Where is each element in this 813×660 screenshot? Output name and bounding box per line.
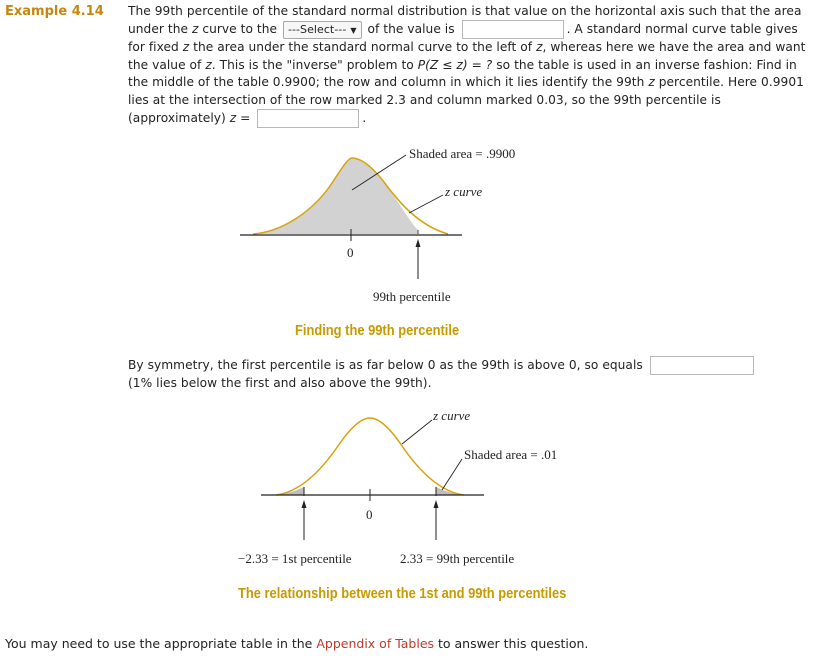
appendix-link[interactable]: Appendix of Tables [316, 636, 435, 651]
text: (1% lies below the first and also above the 99th). [128, 376, 432, 390]
text: of the value is [363, 22, 459, 37]
arrow-head-icon [416, 239, 421, 247]
shaded-region-99 [253, 158, 418, 234]
ninetyninth-percentile-label: 2.33 = 99th percentile [400, 551, 515, 566]
text: . [362, 111, 367, 126]
chevron-down-icon: ▼ [350, 25, 357, 35]
figure2-caption: The relationship between the 1st and 99th percentiles [238, 585, 567, 602]
z-curve-label-2: z curve [433, 408, 471, 423]
leader-curve-1 [409, 195, 443, 213]
var-z: z [182, 40, 190, 55]
shaded-area-label-2: Shaded area = .01 [464, 447, 558, 462]
leader-curve-2 [402, 420, 432, 444]
text: You may need to use the appropriate table in the [5, 636, 317, 651]
var-z: z [648, 75, 655, 90]
var-z: z [536, 40, 543, 55]
arrow-head-icon [434, 500, 439, 508]
text: so the table is used in an inverse fashion: Find in the middle of the table 0.9900; the row and column in which it lies identify the 99th [128, 57, 797, 90]
text: the area under the standard normal curve to the left of [189, 40, 537, 55]
text: The 99th percentile of the standard normal distribution is that value on the horizontal axis such that the area under the [128, 4, 802, 37]
var-z: z [229, 111, 237, 126]
text: to answer this question. [434, 636, 589, 651]
var-z: z [191, 22, 199, 37]
zero-label-1: 0 [347, 245, 354, 260]
text: . This is the "inverse" problem to [211, 57, 418, 72]
footer-note [5, 636, 588, 651]
probability-expression: P(Z ≤ z) = ? [417, 57, 493, 72]
zero-label-2: 0 [366, 507, 373, 522]
text: , whereas here we have the area and want the value of [128, 40, 806, 72]
leader-shaded-2 [442, 459, 462, 490]
arrow-head-icon [302, 500, 307, 508]
first-percentile-label: −2.33 = 1st percentile [238, 551, 352, 566]
var-z: z [205, 57, 212, 72]
normal-curve-2 [276, 418, 464, 495]
z-curve-label-1: z curve [445, 184, 483, 199]
percentile-label-1: 99th percentile [373, 289, 451, 304]
text: percentile. Here 0.9901 lies at the intersection of the row marked 2.3 and column marked 0.03, so the 99th percentile is (approximately) [128, 75, 804, 126]
text: = [236, 111, 255, 126]
text: . A standard normal curve table gives for fixed [128, 22, 798, 55]
figure1-caption: Finding the 99th percentile [295, 322, 460, 339]
symmetry-paragraph [128, 356, 810, 392]
select-value: ---Select--- [288, 22, 347, 36]
shaded-area-label-1: Shaded area = .9900 [409, 146, 516, 161]
text: By symmetry, the first percentile is as far below 0 as the 99th is above 0, so equals [128, 358, 647, 372]
first-percentile-input[interactable] [650, 356, 754, 375]
example-label: Example 4.14 [5, 4, 104, 19]
text: curve to the [198, 22, 281, 37]
